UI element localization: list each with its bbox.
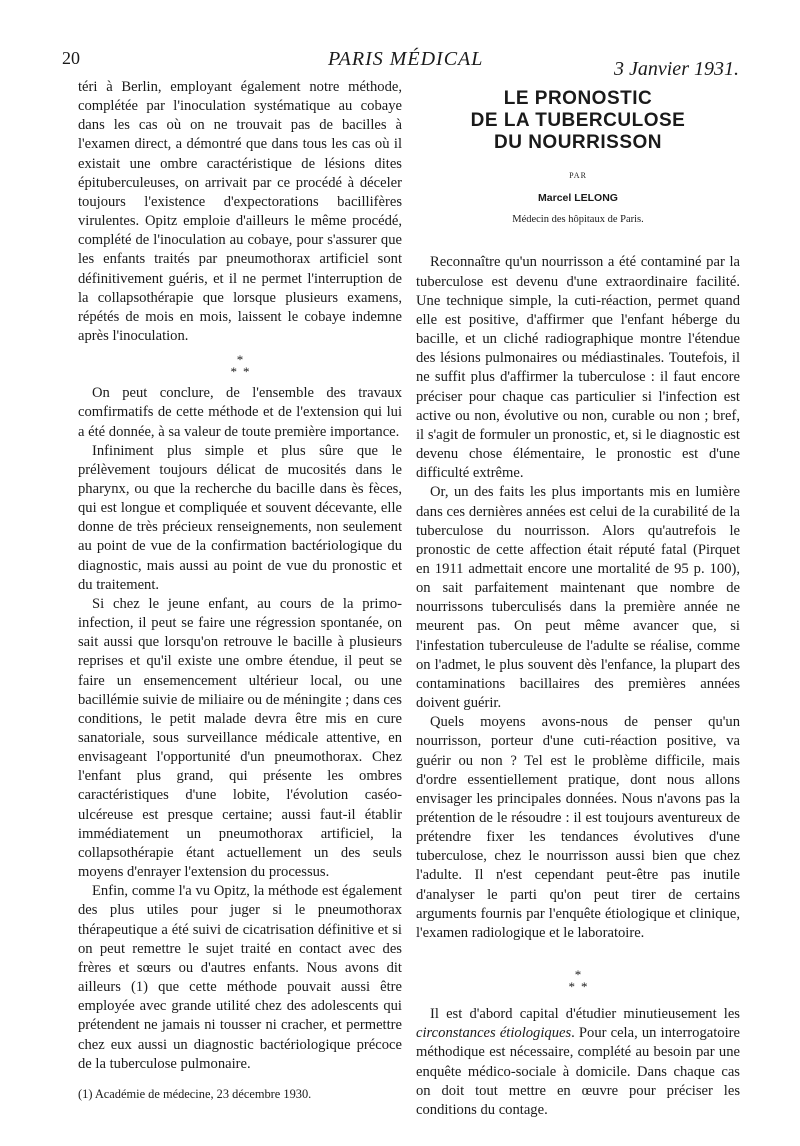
footnote: (1) Académie de médecine, 23 décembre 1930.: [78, 1086, 312, 1101]
left-paragraph-4: Si chez le jeune enfant, au cours de la primo-infection, il peut se faire une régression spontanée, on sait aussi que lorsqu'on retrouve le bacille à plusieurs reprises et qu'il existe une ombre étendue, il peut se faire un ensemencement ultérieur local, ou une bacillémie suivie de miliaire ou de méningite ; dans ces conditions, le petit malade devra être mis en cure sanatoriale, sous surveillance médicale attentive, en envisageant l'opportunité d'un pneumothorax. Chez l'enfant plus grand, qui présente les ombres caractéristiques d'une lobite, l'évolution caséo-ulcéreuse est presque certaine; aussi faut-il établir immédiatement un pneumothorax artificiel, la collapsothérapie étant actuellement un des seuls moyens d'enrayer l'extension du processus.: [78, 595, 402, 881]
p4-emphasis: circonstances étiologiques: [416, 1025, 572, 1042]
author-name: Marcel LELONG: [538, 192, 618, 205]
title-line-2: DE LA TUBERCULOSE: [470, 110, 686, 131]
right-paragraph-3: Quels moyens avons-nous de penser qu'un nourrisson, porteur d'une cuti-réaction positive, va guérir ou non ? Tel est le problème difficile, mais d'ordre essentiellement pratique, dont nous allons envisager les principales données. Nous n'avons pas la prétention de le résoudre : il est toujours aventureux de prétendre fixer les tendances évolutives d'une tuberculose, chez le nourrisson aussi bien que chez l'adulte. Il n'est cependant peut-être pas inutile d'analyser le parti qu'on peut tirer de certains arguments fournis par l'enquête étiologique et clinique, l'examen radiologique et le laboratoire.: [416, 714, 740, 941]
issue-date: 3 Janvier 1931.: [614, 58, 739, 80]
journal-title: PARIS MÉDICAL: [328, 48, 484, 70]
p4-text-before: Il est d'abord capital d'étudier minutieusement les: [430, 1006, 740, 1023]
section-separator: * **: [230, 352, 256, 380]
page-number: 20: [62, 48, 80, 68]
left-paragraph-2: On peut conclure, de l'ensemble des travaux comfirmatifs de cette méthode et de l'extension qui lui a été donnée, à sa valeur de toute première importance.: [78, 385, 402, 440]
article-title: [416, 88, 740, 154]
right-paragraph-4: [416, 1005, 740, 1120]
right-paragraph-1: Reconnaître qu'un nourrisson a été contaminé par la tuberculose est devenu d'une extraordinaire facilité. Une technique simple, la cuti-réaction, permet quand elle est positive, d'affirmer que l'enfant héberge du bacille, et un cliché radiographique montre l'étendue des lésions pulmonaires ou médiastinales. Toutefois, il ne suffit plus d'affirmer la tuberculose : il faut encore préciser pour chaque cas particulier si l'infection est active ou non, évolutive ou non, curable ou non ; bref, il s'agit de formuler un pronostic, et, si le diagnostic est devenu chose élémentaire, le pronostic est d'une difficulté extrême.: [416, 254, 740, 482]
right-paragraph-2: Or, un des faits les plus importants mis en lumière dans ces dernières années est celui de la curabilité de la tuberculose du nourrisson. Alors qu'autrefois le pronostic de cette affection était réputé fatal (Pirquet en 1911 admettait encore une mortalité de 95 p. 100), on sait parfaitement maintenant que nombre de nourrissons tuberculisés dans la première année ne meurent pas. On peut même avancer que, si l'infestation tuberculeuse de l'adulte se réalise, comme on l'admet, le plus souvent dès l'enfance, la plupart des contaminations bacillaires des premières années doivent guérir.: [416, 484, 740, 712]
title-line-3: DU NOURRISSON: [493, 132, 662, 153]
p4-text-after: . Pour cela, un interrogatoire méthodique est nécessaire, complété au besoin par une enquête médico-sociale à domicile. Dans chaque cas on doit tout mettre en œuvre pour préciser les conditions du contage.: [416, 1025, 740, 1118]
left-paragraph-1: téri à Berlin, employant également notre méthode, complétée par l'inoculation systématique au cobaye dans les cas où on ne trouvait pas de bacilles à l'examen direct, a démontré que dans tous les cas où il existait une ombre caractéristique de lésions dites épituberculeuses, on arrivait par ce procédé à déceler toujours l'existence d'expectorations bacillifères virulentes. Opitz emploie d'ailleurs le même procédé, complété de l'inoculation au cobaye, pour s'assurer que les enfants traités par pneumothorax artificiel sont définitivement guéris, et il ne permet l'interruption de la collapsothérapie que lorsque plusieurs examens, répétés de mois en mois, laissent le cobaye indemne après l'inoculation.: [78, 79, 402, 345]
left-paragraph-3: Infiniment plus simple et plus sûre que le prélèvement toujours délicat de mucosités dans le pharynx, ou que la recherche du bacille dans ès fèces, qui est longue et compliquée et souvent décevante, elle donne de très précieux renseignements, non seulement au point de vue de la confirmation bactériologique du diagnostic, mais aussi au point de vue du pronostic et du traitement.: [78, 442, 402, 593]
right-column: [416, 88, 740, 1120]
left-column: [78, 78, 402, 1102]
byline: PAR: [569, 171, 587, 180]
title-line-1: LE PRONOSTIC: [503, 88, 653, 109]
section-separator-right: * **: [568, 967, 594, 995]
author-affiliation: Médecin des hôpitaux de Paris.: [512, 214, 644, 226]
left-paragraph-5: Enfin, comme l'a vu Opitz, la méthode est également des plus utiles pour juger si le pneumothorax thérapeutique a été suivi de cicatrisation définitive et si on peut remettre le sujet traité en contact avec des frères et sœurs ou d'autres enfants. Nous avons dit ailleurs (1) que cette méthode pouvait aussi être employée avec grande utilité chez des adolescents qui prétendent ne jamais ni tousser ni cracher, et permettre chez eux aussi un diagnostic bactériologique précoce de la tuberculose pulmonaire.: [78, 883, 402, 1072]
